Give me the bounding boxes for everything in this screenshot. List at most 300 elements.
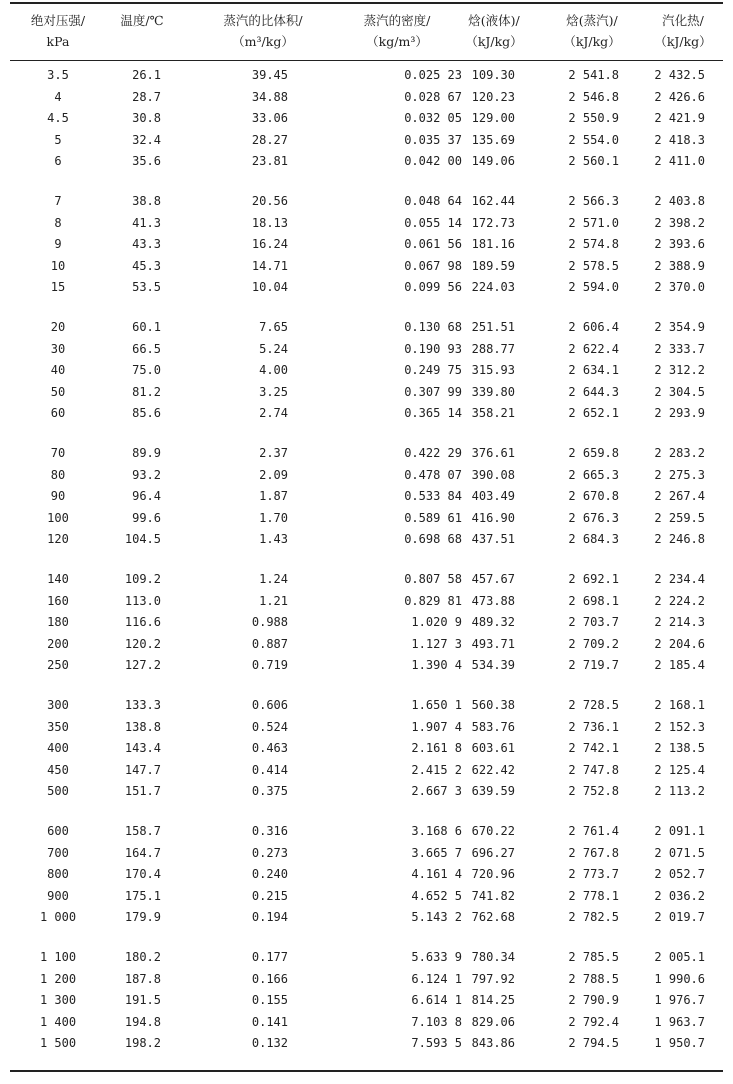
table-cell: 2 752.8 [568, 784, 619, 798]
table-cell: 2 354.9 [654, 320, 705, 334]
table-cell: 2 736.1 [568, 719, 619, 734]
table-cell: 403.49 [471, 489, 515, 503]
table-cell: 2 788.5 [568, 971, 619, 986]
table-cell: 41.3 [132, 215, 161, 230]
table-cell: 34.88 [251, 89, 288, 104]
table-cell: 0.606 [251, 698, 288, 712]
table-cell: 2 742.1 [568, 741, 619, 755]
table-cell: 4.652 5 [411, 888, 462, 903]
table-cell: 99.6 [132, 510, 161, 525]
table-cell: 3.25 [259, 384, 288, 399]
table-cell: 1.650 1 [411, 698, 462, 712]
table-cell: 6.124 1 [411, 971, 462, 986]
table-cell: 2 370.0 [654, 280, 705, 294]
row-group [0, 821, 733, 929]
table-cell: 450 [47, 762, 69, 777]
table-cell: 1.87 [259, 489, 288, 503]
table-cell: 2.37 [259, 446, 288, 460]
table-cell: 0.829 81 [404, 593, 462, 608]
table-cell: 116.6 [124, 615, 161, 629]
table-cell: 2 403.8 [654, 194, 705, 208]
table-cell: 33.06 [251, 111, 288, 125]
table-cell: 300 [47, 698, 69, 712]
table-cell: 15 [50, 280, 66, 294]
table-cell: 0.698 68 [404, 532, 462, 546]
table-cell: 797.92 [471, 971, 515, 986]
table-cell: 120.2 [124, 636, 161, 651]
table-row [0, 529, 733, 551]
table-cell: 2 125.4 [654, 762, 705, 777]
table-cell: 10 [50, 258, 66, 273]
table-cell: 2 554.0 [568, 132, 619, 147]
row-group [0, 695, 733, 803]
table-row [0, 443, 733, 465]
table-cell: 175.1 [124, 888, 161, 903]
table-cell: 0.061 56 [404, 237, 462, 251]
table-cell: 4.5 [47, 111, 69, 125]
table-cell: 80 [50, 467, 66, 482]
table-cell: 2 152.3 [654, 719, 705, 734]
table-cell: 2 185.4 [654, 658, 705, 672]
table-row [0, 360, 733, 382]
table-cell: 20 [50, 320, 66, 334]
table-cell: 2 234.4 [654, 572, 705, 586]
table-cell: 2 719.7 [568, 658, 619, 672]
table-cell: 0.155 [251, 993, 288, 1007]
table-cell: 2 578.5 [568, 258, 619, 273]
table-cell: 1.43 [259, 532, 288, 546]
table-cell: 39.45 [251, 68, 288, 82]
table-cell: 0.414 [251, 762, 288, 777]
table-cell: 583.76 [471, 719, 515, 734]
table-cell: 1.24 [259, 572, 288, 586]
table-cell: 2 246.8 [654, 532, 705, 546]
table-cell: 288.77 [471, 341, 515, 356]
table-cell: 2 659.8 [568, 446, 619, 460]
table-cell: 179.9 [124, 910, 161, 924]
table-row [0, 87, 733, 109]
table-cell: 23.81 [251, 154, 288, 168]
table-cell: 2 773.7 [568, 867, 619, 881]
table-cell: 2 778.1 [568, 888, 619, 903]
table-cell: 4.00 [259, 363, 288, 377]
table-cell: 0.887 [251, 636, 288, 651]
table-cell: 339.80 [471, 384, 515, 399]
table-row [0, 151, 733, 173]
table-row [0, 781, 733, 803]
table-cell: 1 100 [39, 950, 77, 964]
table-row [0, 277, 733, 299]
table-cell: 2 782.5 [568, 910, 619, 924]
table-cell: 189.59 [471, 258, 515, 273]
table-cell: 457.67 [471, 572, 515, 586]
table-cell: 400 [47, 741, 69, 755]
table-cell: 0.240 [251, 867, 288, 881]
table-cell: 2 634.1 [568, 363, 619, 377]
table-row [0, 717, 733, 739]
table-cell: 560.38 [471, 698, 515, 712]
table-cell: 181.16 [471, 237, 515, 251]
table-cell: 720.96 [471, 867, 515, 881]
table-cell: 2 767.8 [568, 845, 619, 860]
table-cell: 2 426.6 [654, 89, 705, 104]
table-cell: 493.71 [471, 636, 515, 651]
table-cell: 8 [54, 215, 62, 230]
table-row [0, 760, 733, 782]
table-cell: 696.27 [471, 845, 515, 860]
table-cell: 0.194 [251, 910, 288, 924]
table-cell: 120.23 [471, 89, 515, 104]
table-cell: 53.5 [132, 280, 161, 294]
table-cell: 5.143 2 [411, 910, 462, 924]
table-cell: 198.2 [124, 1036, 161, 1050]
table-cell: 160 [47, 593, 69, 608]
table-cell: 0.025 23 [404, 68, 462, 82]
table-cell: 0.190 93 [404, 341, 462, 356]
table-cell: 0.166 [251, 971, 288, 986]
table-cell: 390.08 [471, 467, 515, 482]
table-cell: 0.365 14 [404, 406, 462, 420]
table-cell: 96.4 [132, 489, 161, 503]
table-row [0, 569, 733, 591]
table-cell: 2 698.1 [568, 593, 619, 608]
table-cell: 5.633 9 [411, 950, 462, 964]
table-cell: 315.93 [471, 363, 515, 377]
table-cell: 2 594.0 [568, 280, 619, 294]
table-cell: 0.589 61 [404, 510, 462, 525]
table-cell: 2 052.7 [654, 867, 705, 881]
table-bottom-rule [10, 1070, 723, 1072]
table-row [0, 695, 733, 717]
table-cell: 2 267.4 [654, 489, 705, 503]
table-cell: 5.24 [259, 341, 288, 356]
table-cell: 2 665.3 [568, 467, 619, 482]
table-cell: 2 747.8 [568, 762, 619, 777]
table-cell: 2 670.8 [568, 489, 619, 503]
table-cell: 40 [50, 363, 66, 377]
table-cell: 2 421.9 [654, 111, 705, 125]
table-cell: 127.2 [124, 658, 161, 672]
table-cell: 1 000 [39, 910, 77, 924]
table-top-rule [10, 2, 723, 4]
table-cell: 2 071.5 [654, 845, 705, 860]
row-group [0, 317, 733, 425]
table-cell: 30 [50, 341, 66, 356]
table-cell: 1.70 [259, 510, 288, 525]
table-row [0, 465, 733, 487]
table-cell: 6.614 1 [411, 993, 462, 1007]
table-cell: 2 168.1 [654, 698, 705, 712]
table-cell: 358.21 [471, 406, 515, 420]
table-cell: 1.21 [259, 593, 288, 608]
table-cell: 814.25 [471, 993, 515, 1007]
table-row [0, 213, 733, 235]
table-cell: 0.249 75 [404, 363, 462, 377]
table-cell: 2 411.0 [654, 154, 705, 168]
table-cell: 7 [54, 194, 62, 208]
table-row [0, 382, 733, 404]
table-cell: 149.06 [471, 154, 515, 168]
table-cell: 6 [54, 154, 62, 168]
table-cell: 0.132 [251, 1036, 288, 1050]
table-row [0, 256, 733, 278]
table-cell: 0.055 14 [404, 215, 462, 230]
table-cell: 2 606.4 [568, 320, 619, 334]
table-cell: 780.34 [471, 950, 515, 964]
table-cell: 162.44 [471, 194, 515, 208]
table-cell: 2 790.9 [568, 993, 619, 1007]
table-cell: 120 [47, 532, 69, 546]
table-cell: 2 418.3 [654, 132, 705, 147]
table-cell: 180.2 [124, 950, 161, 964]
table-cell: 2.74 [259, 406, 288, 420]
table-cell: 158.7 [124, 824, 161, 838]
table-cell: 10.04 [251, 280, 288, 294]
table-cell: 109.30 [471, 68, 515, 82]
table-cell: 639.59 [471, 784, 515, 798]
table-cell: 3.665 7 [411, 845, 462, 860]
table-cell: 1.127 3 [411, 636, 462, 651]
table-cell: 170.4 [124, 867, 161, 881]
table-cell: 0.533 84 [404, 489, 462, 503]
table-cell: 0.028 67 [404, 89, 462, 104]
table-row [0, 886, 733, 908]
table-cell: 2 224.2 [654, 593, 705, 608]
table-cell: 2.667 3 [411, 784, 462, 798]
table-cell: 762.68 [471, 910, 515, 924]
table-cell: 2 785.5 [568, 950, 619, 964]
table-cell: 2 005.1 [654, 950, 705, 964]
table-cell: 0.807 58 [404, 572, 462, 586]
table-header-rule [10, 60, 723, 61]
table-cell: 151.7 [124, 784, 161, 798]
table-cell: 741.82 [471, 888, 515, 903]
table-body [0, 65, 733, 1073]
table-row [0, 1012, 733, 1034]
table-cell: 1 400 [39, 1014, 77, 1029]
table-cell: 2 019.7 [654, 910, 705, 924]
table-cell: 81.2 [132, 384, 161, 399]
table-row [0, 234, 733, 256]
table-row [0, 65, 733, 87]
table-cell: 2 393.6 [654, 237, 705, 251]
table-cell: 2 709.2 [568, 636, 619, 651]
table-cell: 0.463 [251, 741, 288, 755]
table-cell: 1 963.7 [654, 1014, 705, 1029]
table-cell: 2 574.8 [568, 237, 619, 251]
table-row [0, 403, 733, 425]
table-cell: 2 703.7 [568, 615, 619, 629]
table-cell: 2 398.2 [654, 215, 705, 230]
header-latent-heat: 汽化热/ （kJ/kg） [654, 13, 712, 49]
table-cell: 113.0 [124, 593, 161, 608]
table-cell: 670.22 [471, 824, 515, 838]
table-cell: 500 [47, 784, 69, 798]
table-row [0, 907, 733, 929]
table-cell: 75.0 [132, 363, 161, 377]
table-cell: 2 792.4 [568, 1014, 619, 1029]
table-cell: 0.375 [251, 784, 288, 798]
table-cell: 147.7 [124, 762, 161, 777]
table-row [0, 969, 733, 991]
table-cell: 2 794.5 [568, 1036, 619, 1050]
table-cell: 0.719 [251, 658, 288, 672]
table-cell: 89.9 [132, 446, 161, 460]
header-specific-volume: 蒸汽的比体积/ （m³/kg） [223, 13, 303, 49]
table-cell: 200 [47, 636, 69, 651]
table-cell: 0.067 98 [404, 258, 462, 273]
table-cell: 2 388.9 [654, 258, 705, 273]
table-cell: 18.13 [251, 215, 288, 230]
table-cell: 2 204.6 [654, 636, 705, 651]
table-cell: 1.020 9 [411, 615, 462, 629]
table-cell: 2 761.4 [568, 824, 619, 838]
table-cell: 224.03 [471, 280, 515, 294]
table-cell: 2 432.5 [654, 68, 705, 82]
table-cell: 2 275.3 [654, 467, 705, 482]
table-cell: 0.032 05 [404, 111, 462, 125]
table-row [0, 508, 733, 530]
table-cell: 2 550.9 [568, 111, 619, 125]
table-cell: 1 976.7 [654, 993, 705, 1007]
table-cell: 2 138.5 [654, 741, 705, 755]
table-cell: 70 [50, 446, 66, 460]
table-row [0, 634, 733, 656]
table-cell: 35.6 [132, 154, 161, 168]
table-row [0, 655, 733, 677]
table-cell: 0.141 [251, 1014, 288, 1029]
table-row [0, 486, 733, 508]
table-cell: 2 259.5 [654, 510, 705, 525]
table-cell: 85.6 [132, 406, 161, 420]
table-cell: 100 [47, 510, 69, 525]
table-cell: 9 [54, 237, 62, 251]
table-row [0, 108, 733, 130]
table-cell: 164.7 [124, 845, 161, 860]
table-cell: 1 990.6 [654, 971, 705, 986]
table-cell: 66.5 [132, 341, 161, 356]
table-cell: 250 [47, 658, 69, 672]
table-cell: 0.177 [251, 950, 288, 964]
table-cell: 45.3 [132, 258, 161, 273]
table-cell: 1 500 [39, 1036, 77, 1050]
table-cell: 5 [54, 132, 62, 147]
table-cell: 2.161 8 [411, 741, 462, 755]
table-cell: 800 [47, 867, 69, 881]
table-cell: 28.7 [132, 89, 161, 104]
table-row [0, 591, 733, 613]
table-cell: 7.65 [259, 320, 288, 334]
table-cell: 2 684.3 [568, 532, 619, 546]
table-cell: 1.390 4 [411, 658, 462, 672]
table-cell: 194.8 [124, 1014, 161, 1029]
table-cell: 437.51 [471, 532, 515, 546]
table-row [0, 1033, 733, 1055]
table-row [0, 130, 733, 152]
table-cell: 473.88 [471, 593, 515, 608]
table-cell: 0.130 68 [404, 320, 462, 334]
table-cell: 0.524 [251, 719, 288, 734]
table-cell: 93.2 [132, 467, 161, 482]
table-cell: 251.51 [471, 320, 515, 334]
table-cell: 38.8 [132, 194, 161, 208]
table-cell: 0.048 64 [404, 194, 462, 208]
table-cell: 0.042 00 [404, 154, 462, 168]
table-cell: 3.5 [47, 68, 69, 82]
table-cell: 1 950.7 [654, 1036, 705, 1050]
table-cell: 32.4 [132, 132, 161, 147]
table-cell: 3.168 6 [411, 824, 462, 838]
table-cell: 2 728.5 [568, 698, 619, 712]
table-cell: 191.5 [124, 993, 161, 1007]
table-cell: 0.099 56 [404, 280, 462, 294]
table-cell: 2.09 [259, 467, 288, 482]
table-cell: 2 644.3 [568, 384, 619, 399]
table-cell: 622.42 [471, 762, 515, 777]
table-row [0, 947, 733, 969]
table-cell: 2.415 2 [411, 762, 462, 777]
table-cell: 133.3 [124, 698, 161, 712]
table-cell: 1.907 4 [411, 719, 462, 734]
table-cell: 172.73 [471, 215, 515, 230]
table-cell: 416.90 [471, 510, 515, 525]
table-cell: 26.1 [132, 68, 161, 82]
table-cell: 0.035 37 [404, 132, 462, 147]
table-cell: 2 622.4 [568, 341, 619, 356]
table-cell: 20.56 [251, 194, 288, 208]
table-cell: 376.61 [471, 446, 515, 460]
table-cell: 14.71 [251, 258, 288, 273]
header-enthalpy-liquid: 焓(液体)/ （kJ/kg） [465, 13, 523, 49]
table-cell: 0.215 [251, 888, 288, 903]
table-cell: 7.593 5 [411, 1036, 462, 1050]
table-row [0, 191, 733, 213]
row-group [0, 947, 733, 1055]
header-density: 蒸汽的密度/ （kg/m³） [363, 13, 431, 49]
table-cell: 603.61 [471, 741, 515, 755]
table-cell: 2 571.0 [568, 215, 619, 230]
table-cell: 0.422 29 [404, 446, 462, 460]
table-cell: 2 652.1 [568, 406, 619, 420]
table-row [0, 990, 733, 1012]
table-cell: 109.2 [124, 572, 161, 586]
table-cell: 16.24 [251, 237, 288, 251]
table-cell: 2 560.1 [568, 154, 619, 168]
table-cell: 7.103 8 [411, 1014, 462, 1029]
table-cell: 90 [50, 489, 66, 503]
table-cell: 2 676.3 [568, 510, 619, 525]
table-cell: 143.4 [124, 741, 161, 755]
table-cell: 129.00 [471, 111, 515, 125]
table-cell: 30.8 [132, 111, 161, 125]
table-cell: 2 312.2 [654, 363, 705, 377]
table-cell: 4.161 4 [411, 867, 462, 881]
table-cell: 829.06 [471, 1014, 515, 1029]
table-cell: 0.478 07 [404, 467, 462, 482]
table-cell: 2 566.3 [568, 194, 619, 208]
row-group [0, 443, 733, 551]
table-cell: 180 [47, 615, 69, 629]
table-cell: 187.8 [124, 971, 161, 986]
table-cell: 600 [47, 824, 69, 838]
table-cell: 900 [47, 888, 69, 903]
table-cell: 489.32 [471, 615, 515, 629]
table-cell: 60.1 [132, 320, 161, 334]
table-cell: 2 546.8 [568, 89, 619, 104]
table-cell: 2 333.7 [654, 341, 705, 356]
table-cell: 0.273 [251, 845, 288, 860]
table-cell: 843.86 [471, 1036, 515, 1050]
